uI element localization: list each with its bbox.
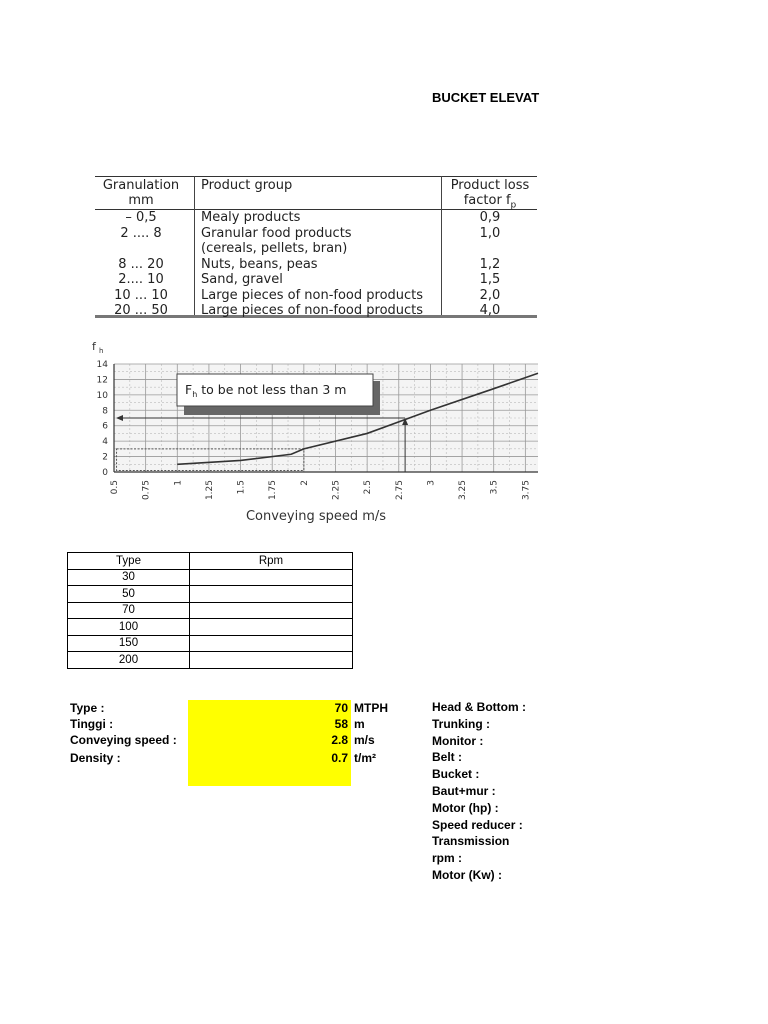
table-row — [68, 602, 353, 619]
document-title: BUCKET ELEVAT — [432, 90, 540, 105]
fh-speed-chart — [88, 336, 548, 526]
table-row — [68, 586, 353, 603]
table-row — [68, 619, 353, 636]
column-divider — [441, 176, 442, 318]
x-tick-label: 3.75 — [521, 480, 532, 501]
table-row — [68, 652, 353, 669]
cell-loss-factor: 0,9 — [479, 210, 501, 225]
cell-loss-factor: 1,0 — [479, 225, 501, 241]
x-tick-label: 3.5 — [489, 480, 500, 495]
component-label: Transmission — [432, 834, 510, 849]
cell-rpm[interactable] — [190, 586, 353, 603]
cell-product-group: Large pieces of non-food products — [201, 287, 424, 303]
cell-loss-factor: 4,0 — [479, 303, 501, 318]
y-tick-label: 10 — [96, 390, 108, 401]
input-value[interactable]: 0.7 — [331, 751, 348, 765]
cell-rpm[interactable] — [190, 619, 353, 636]
input-unit: m/s — [354, 733, 375, 747]
header-type: Type — [68, 553, 190, 570]
component-label: Monitor : — [432, 733, 484, 748]
x-tick-label: 2.5 — [363, 480, 374, 495]
table-row — [68, 553, 353, 570]
x-tick-label: 2.25 — [331, 480, 342, 501]
x-tick-label: 0.75 — [141, 480, 152, 501]
cell-granulation: 20 ... 50 — [114, 303, 168, 318]
cell-product-group: Large pieces of non-food products — [201, 303, 424, 318]
input-unit: t/m² — [354, 751, 376, 765]
header-product-group: Product group — [201, 178, 293, 193]
cell-type: 30 — [68, 569, 190, 586]
cell-product-group: Mealy products — [201, 210, 301, 225]
input-value[interactable]: 58 — [334, 717, 348, 731]
cell-loss-factor: 2,0 — [479, 287, 501, 303]
y-tick-label: 2 — [102, 452, 108, 463]
cell-rpm[interactable] — [190, 635, 353, 652]
cell-rpm[interactable] — [190, 569, 353, 586]
x-tick-label: 2.75 — [394, 480, 405, 501]
input-value[interactable]: 2.8 — [331, 733, 348, 747]
annotation-text: $F_h$ to be not less than 3 m — [185, 382, 347, 399]
x-tick-label: 0.5 — [110, 480, 120, 495]
cell-granulation: 2 .... 8 — [120, 225, 162, 241]
y-axis-label-sub: h — [99, 347, 104, 355]
y-tick-label: 8 — [102, 406, 108, 417]
cell-rpm[interactable] — [190, 602, 353, 619]
component-label: Motor (hp) : — [432, 800, 499, 815]
x-axis-label: Conveying speed m/s — [245, 509, 387, 524]
input-label: Tinggi : — [70, 717, 114, 731]
table-row — [68, 569, 353, 586]
cell-product-group: Nuts, beans, peas — [201, 256, 318, 272]
components-list — [432, 699, 526, 884]
cell-rpm[interactable] — [190, 652, 353, 669]
y-tick-label: 4 — [102, 437, 108, 448]
input-label: Conveying speed : — [70, 733, 177, 747]
input-label: Density : — [70, 751, 121, 765]
x-tick-label: 1 — [173, 480, 184, 486]
component-label: Belt : — [432, 750, 462, 765]
x-tick-label: 1.75 — [268, 480, 279, 501]
cell-product-group: Granular food products — [201, 225, 352, 241]
cell-loss-factor: 1,5 — [479, 272, 501, 287]
table-row — [68, 635, 353, 652]
component-label: rpm : — [432, 851, 462, 866]
x-tick-label: 1.25 — [204, 480, 215, 501]
input-unit: MTPH — [354, 701, 388, 715]
component-label: Bucket : — [432, 767, 480, 782]
x-tick-label: 3 — [426, 480, 437, 486]
x-tick-label: 2 — [299, 480, 310, 486]
y-axis-label: f — [92, 340, 96, 353]
cell-granulation: 10 ... 10 — [114, 287, 168, 303]
input-label: Type : — [70, 701, 105, 715]
y-tick-label: 12 — [96, 375, 108, 386]
cell-type: 150 — [68, 635, 190, 652]
y-tick-label: 0 — [102, 468, 108, 478]
input-value[interactable]: 70 — [334, 701, 348, 715]
cell-granulation: 2.... 10 — [118, 272, 164, 287]
cell-granulation: – 0,5 — [125, 210, 157, 225]
cell-product-group: Sand, gravel — [201, 272, 283, 287]
cell-loss-factor: 1,2 — [479, 256, 501, 272]
cell-type: 100 — [68, 619, 190, 636]
component-label: Baut+mur : — [432, 783, 496, 798]
component-label: Head & Bottom : — [432, 700, 526, 714]
cell-product-group: (cereals, pellets, bran) — [201, 241, 348, 256]
y-tick-label: 6 — [102, 421, 108, 432]
header-granulation: Granulation mm — [102, 178, 180, 208]
x-tick-label: 1.5 — [236, 480, 247, 495]
y-tick-label: 14 — [96, 360, 108, 370]
x-tick-label: 3.25 — [458, 480, 469, 501]
product-loss-table — [95, 176, 537, 318]
component-label: Trunking : — [432, 716, 490, 731]
cell-type: 50 — [68, 586, 190, 603]
rpm-table — [67, 552, 353, 669]
component-label: Speed reducer : — [432, 817, 523, 832]
component-label: Motor (Kw) : — [432, 867, 502, 882]
cell-type: 200 — [68, 652, 190, 669]
cell-type: 70 — [68, 602, 190, 619]
input-unit: m — [354, 717, 365, 731]
header-rpm: Rpm — [190, 553, 353, 570]
cell-granulation: 8 ... 20 — [118, 256, 164, 272]
header-loss-factor: Product loss factor $f_p$ — [450, 178, 530, 211]
column-divider — [194, 176, 195, 318]
